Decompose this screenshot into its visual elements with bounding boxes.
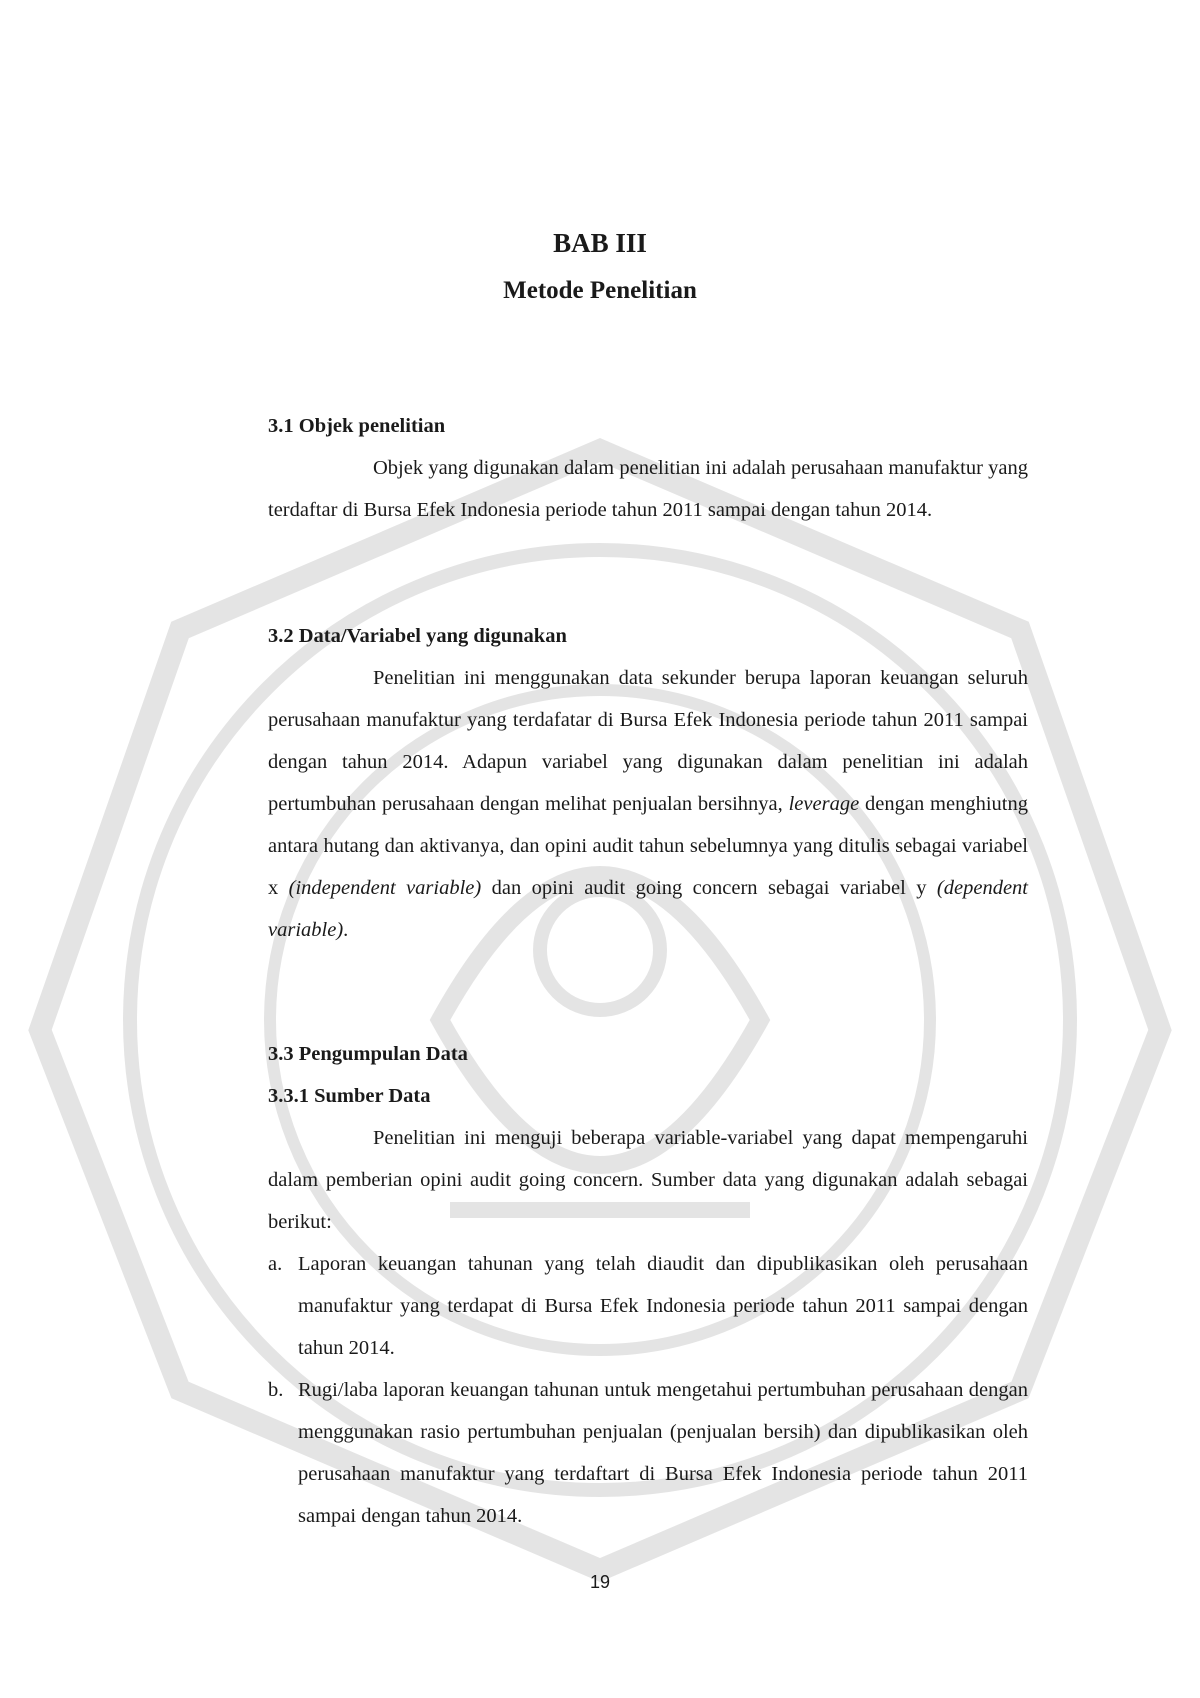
subsection-heading: 3.3.1 Sumber Data bbox=[268, 1085, 431, 1107]
section-heading: 3.2 Data/Variabel yang digunakan bbox=[268, 625, 567, 647]
list-marker: b. bbox=[268, 1379, 284, 1401]
page-number: 19 bbox=[589, 1572, 611, 1592]
chapter-title: BAB III bbox=[553, 228, 647, 258]
chapter-subtitle: Metode Penelitian bbox=[503, 277, 697, 304]
italic-term: leverage bbox=[788, 793, 860, 815]
italic-term: (dependent variable) bbox=[268, 877, 1028, 941]
section-heading: 3.1 Objek penelitian bbox=[268, 415, 446, 437]
list-marker: a. bbox=[268, 1253, 283, 1275]
paragraph-text: Penelitian ini menggunakan data sekunder berupa laporan keuangan seluruh perusahaan manufaktur yang terdafatar di Bursa Efek Indonesia periode tahun 2011 sampai dengan tahun 2014. Adapun variabel yang digunakan dalam penelitian ini adalah pertumbuhan perusahaan dengan melihat penjualan bersihnya, bbox=[268, 667, 1028, 815]
list-item bbox=[268, 1243, 1028, 1369]
italic-term: (independent variable) bbox=[288, 877, 482, 899]
section-paragraph bbox=[268, 657, 1028, 951]
paragraph-text: dan opini audit going concern sebagai variabel y bbox=[481, 877, 937, 899]
paragraph-text: dengan menghiutng antara hutang dan aktivanya, dan opini audit tahun sebelumnya yang ditulis sebagai variabel x bbox=[268, 793, 1028, 899]
section-3-3 bbox=[268, 1033, 1028, 1537]
list-item-text: Laporan keuangan tahunan yang telah diaudit dan dipublikasikan oleh perusahaan manufaktur yang terdapat di Bursa Efek Indonesia periode tahun 2011 sampai dengan tahun 2014. bbox=[298, 1253, 1028, 1359]
section-paragraph: Penelitian ini menguji beberapa variable-variabel yang dapat mempengaruhi dalam pemberian opini audit going concern. Sumber data yang digunakan adalah sebagai berikut: bbox=[268, 1127, 1028, 1233]
paragraph-text: . bbox=[343, 919, 349, 941]
section-heading: 3.3 Pengumpulan Data bbox=[268, 1043, 468, 1065]
section-paragraph: Objek yang digunakan dalam penelitian ini adalah perusahaan manufaktur yang terdaftar di Bursa Efek Indonesia periode tahun 2011 sampai dengan tahun 2014. bbox=[268, 457, 1028, 521]
list-item-text: Rugi/laba laporan keuangan tahunan untuk mengetahui pertumbuhan perusahaan dengan menggunakan rasio pertumbuhan penjualan (penjualan bersih) dan dipublikasikan oleh perusahaan manufaktur yang terdaftart di Bursa Efek Indonesia periode tahun 2011 sampai dengan tahun 2014. bbox=[298, 1379, 1028, 1527]
section-3-1 bbox=[268, 405, 1028, 531]
section-3-2 bbox=[268, 615, 1028, 951]
source-list bbox=[268, 1243, 1028, 1537]
list-item bbox=[268, 1369, 1028, 1537]
